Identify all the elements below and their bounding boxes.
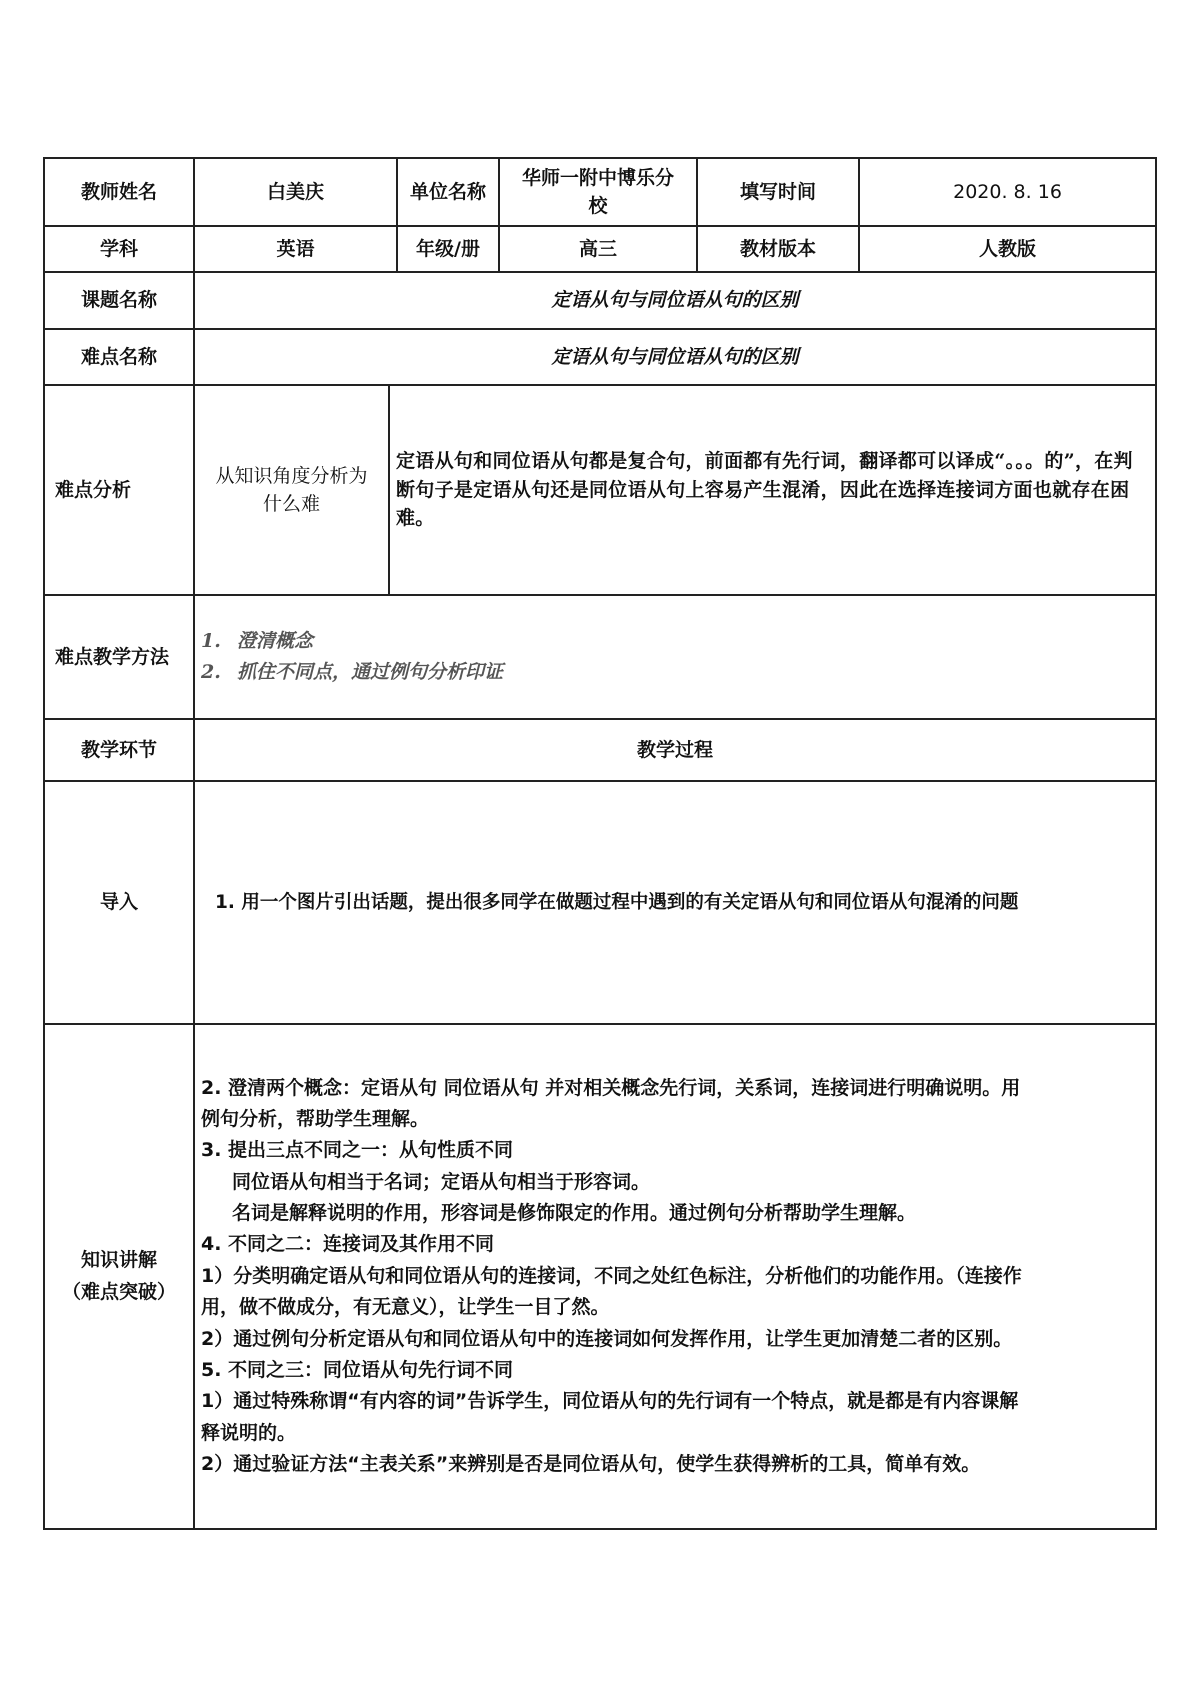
knowledge-line: 例句分析，帮助学生理解。 xyxy=(201,1108,430,1131)
unit-value: 华师一附中博乐分校 xyxy=(499,158,697,226)
lesson-plan-table xyxy=(43,157,1157,1530)
analysis-sub-label: 从知识角度分析为什么难 xyxy=(194,385,389,595)
difficulty-value: 定语从句与同位语从句的区别 xyxy=(194,329,1156,385)
teacher-value: 白美庆 xyxy=(194,158,397,226)
teacher-label: 教师姓名 xyxy=(44,158,194,226)
date-value: 2020. 8. 16 xyxy=(859,158,1156,226)
knowledge-label-line: （难点突破） xyxy=(61,1280,176,1303)
grade-label: 年级/册 xyxy=(397,226,499,272)
difficulty-row xyxy=(44,329,1156,385)
analysis-label: 难点分析 xyxy=(44,385,194,595)
knowledge-content xyxy=(194,1024,1156,1529)
methods-list xyxy=(194,595,1156,719)
knowledge-line: 3. 提出三点不同之一：从句性质不同 xyxy=(201,1139,514,1162)
knowledge-label xyxy=(44,1024,194,1529)
knowledge-line: 4. 不同之二：连接词及其作用不同 xyxy=(201,1233,495,1256)
process-value: 教学过程 xyxy=(194,719,1156,781)
knowledge-line: 2. 澄清两个概念：定语从句 同位语从句 并对相关概念先行词，关系词，连接词进行明确说明。用 xyxy=(201,1076,1021,1099)
knowledge-line: 同位语从句相当于名词；定语从句相当于形容词。 xyxy=(232,1170,651,1193)
edition-label: 教材版本 xyxy=(697,226,859,272)
process-label: 教学环节 xyxy=(44,719,194,781)
knowledge-label-line: 知识讲解 xyxy=(80,1249,157,1272)
topic-value: 定语从句与同位语从句的区别 xyxy=(194,272,1156,329)
knowledge-line: 5. 不同之三：同位语从句先行词不同 xyxy=(201,1358,514,1381)
method-item: 2. 抓住不同点，通过例句分析印证 xyxy=(201,661,504,683)
knowledge-line: 名词是解释说明的作用，形容词是修饰限定的作用。通过例句分析帮助学生理解。 xyxy=(232,1202,917,1225)
subject-label: 学科 xyxy=(44,226,194,272)
header-row xyxy=(44,158,1156,226)
subject-row xyxy=(44,226,1156,272)
methods-row xyxy=(44,595,1156,719)
grade-value: 高三 xyxy=(499,226,697,272)
methods-label: 难点教学方法 xyxy=(44,595,194,719)
intro-text: 1. 用一个图片引出话题，提出很多同学在做题过程中遇到的有关定语从句和同位语从句混淆的问题 xyxy=(194,781,1156,1024)
topic-label: 课题名称 xyxy=(44,272,194,329)
analysis-text: 定语从句和同位语从句都是复合句，前面都有先行词，翻译都可以译成“。。。的”，在判断句子是定语从句还是同位语从句上容易产生混淆，因此在选择连接词方面也就存在困难。 xyxy=(389,385,1156,595)
subject-value: 英语 xyxy=(194,226,397,272)
knowledge-line: 2）通过验证方法“主表关系”来辨别是否是同位语从句，使学生获得辨析的工具，简单有效。 xyxy=(201,1452,981,1475)
knowledge-line: 1）分类明确定语从句和同位语从句的连接词，不同之处红色标注，分析他们的功能作用。（连接作 xyxy=(201,1264,1022,1287)
method-item: 1. 澄清概念 xyxy=(201,629,314,652)
difficulty-label: 难点名称 xyxy=(44,329,194,385)
knowledge-row xyxy=(44,1024,1156,1529)
knowledge-line: 2）通过例句分析定语从句和同位语从句中的连接词如何发挥作用，让学生更加清楚二者的区别。 xyxy=(201,1327,1013,1350)
knowledge-line: 用，做不做成分，有无意义），让学生一目了然。 xyxy=(201,1296,610,1319)
knowledge-line: 释说明的。 xyxy=(201,1421,297,1444)
process-header-row xyxy=(44,719,1156,781)
intro-row xyxy=(44,781,1156,1024)
analysis-row xyxy=(44,385,1156,595)
intro-label: 导入 xyxy=(44,781,194,1024)
edition-value: 人教版 xyxy=(859,226,1156,272)
date-label: 填写时间 xyxy=(697,158,859,226)
unit-label: 单位名称 xyxy=(397,158,499,226)
knowledge-line: 1）通过特殊称谓“有内容的词”告诉学生，同位语从句的先行词有一个特点，就是都是有内容课解 xyxy=(201,1390,1019,1413)
topic-row xyxy=(44,272,1156,329)
